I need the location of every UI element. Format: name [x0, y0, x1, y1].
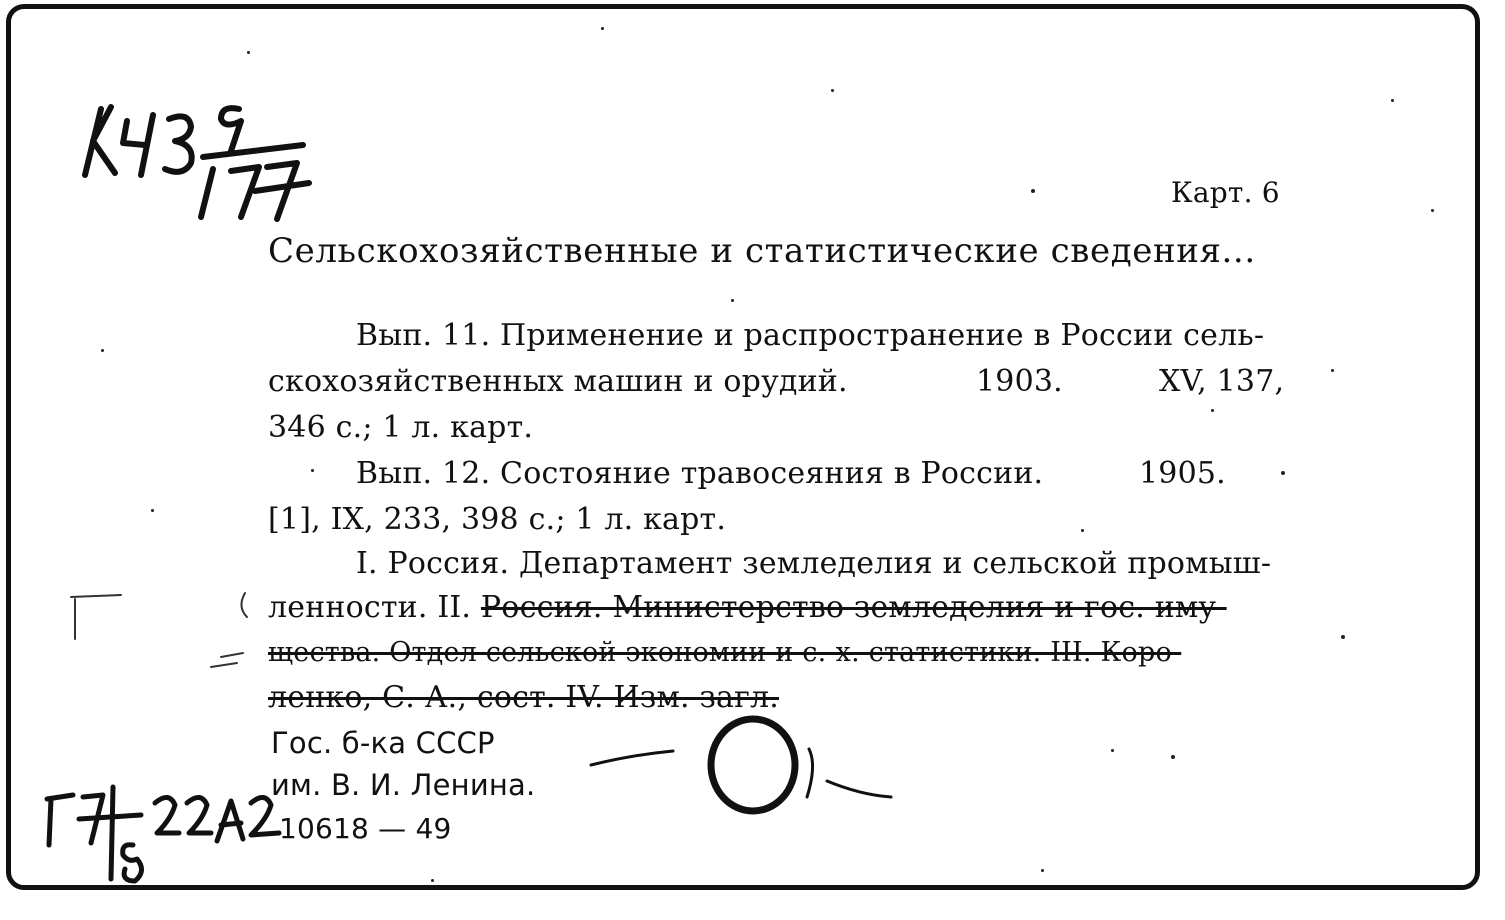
entry-11-year: 1903. [976, 364, 1063, 399]
handwritten-shelfmark-bottom [37, 781, 297, 890]
subject-line-1: I. Россия. Департамент земледелия и сельской промыш- [356, 546, 1272, 581]
subject-line-3: щества. Отдел сельской экономии и с.-х. статистики. III. Коро- [268, 637, 1182, 668]
entry-11-line-1: Вып. 11. Применение и распространение в России сель- [356, 318, 1265, 353]
entry-12-year: 1905. [1139, 456, 1226, 491]
handwritten-shelfmark-top [71, 79, 331, 229]
punch-hole-icon [581, 699, 901, 839]
library-stamp-line-1: Гос. б-ка СССР [271, 726, 495, 760]
library-stamp-line-2: им. В. И. Ленина. [271, 768, 536, 802]
entry-12-line-2: [1], IX, 233, 398 с.; 1 л. карт. [268, 502, 727, 537]
library-stamp-line-3: 10618 — 49 [279, 812, 452, 845]
card-title: Сельскохозяйственные и статистические сведения... [268, 231, 1256, 271]
entry-11-line-3: 346 с.; 1 л. карт. [268, 410, 534, 445]
subject-struck-text: Россия. Министерство земледелия и гос. иму- [480, 590, 1227, 625]
entry-11-line-2: скохозяйственных машин и орудий. [268, 364, 848, 399]
left-margin-marks [61, 587, 261, 677]
catalog-card [6, 4, 1480, 890]
subject-line-2 [268, 590, 1227, 625]
entry-11-pages: XV, 137, [1159, 364, 1285, 399]
card-number: Карт. 6 [1171, 176, 1280, 209]
subject-kept-text: ленности. II. [268, 590, 472, 625]
entry-12-line-1: Вып. 12. Состояние травосеяния в России. [356, 456, 1044, 491]
subject-line-4: ленко, С. А., сост. IV. Изм. загл. [268, 680, 780, 715]
